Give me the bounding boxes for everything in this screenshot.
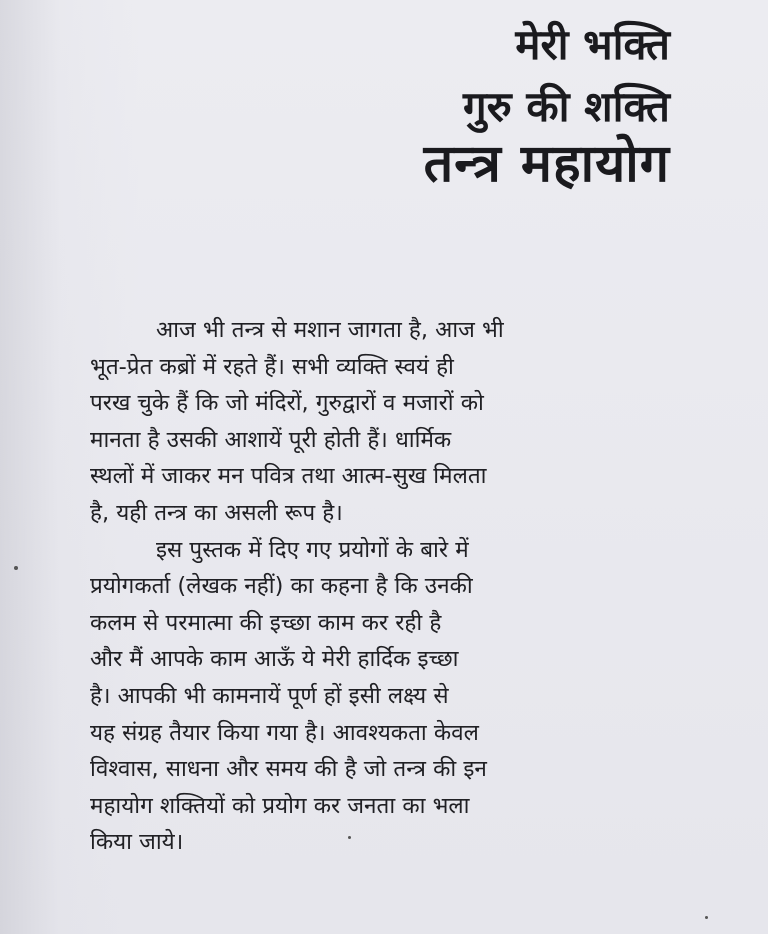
- text-line: भूत-प्रेत कब्रों में रहते हैं। सभी व्यक्ति स्वयं ही: [90, 353, 454, 380]
- text-line: महायोग शक्तियों को प्रयोग कर जनता का भला: [90, 792, 470, 819]
- text-line: प्रयोगकर्ता (लेखक नहीं) का कहना है कि उनकी: [90, 573, 473, 600]
- heading-block: [423, 18, 670, 194]
- text-line: है। आपकी भी कामनायें पूर्ण हों इसी लक्ष्य से: [90, 682, 449, 709]
- print-speck: [348, 836, 351, 839]
- text-line: और मैं आपके काम आऊँ ये मेरी हार्दिक इच्छा: [90, 646, 459, 673]
- text-line: मानता है उसकी आशायें पूरी होती हैं। धार्मिक: [90, 426, 452, 453]
- paragraph-1: [90, 312, 680, 532]
- print-speck: [14, 566, 18, 570]
- print-speck: [705, 916, 708, 919]
- text-line: कलम से परमात्मा की इच्छा काम कर रही है: [90, 609, 442, 636]
- text-line: आज भी तन्त्र से मशान जागता है, आज भी: [156, 317, 504, 343]
- text-line: विश्वास, साधना और समय की है जो तन्त्र की इन: [90, 756, 487, 783]
- heading-line-1: मेरी भक्ति: [515, 20, 670, 69]
- text-line: यह संग्रह तैयार किया गया है। आवश्यकता केवल: [90, 719, 479, 746]
- body-text: [90, 312, 680, 861]
- text-line: स्थलों में जाकर मन पवित्र तथा आत्म-सुख मिलता: [90, 463, 487, 490]
- text-line: है, यही तन्त्र का असली रूप है।: [90, 499, 343, 526]
- heading-line-2: गुरु की शक्ति: [462, 82, 670, 131]
- text-line: इस पुस्तक में दिए गए प्रयोगों के बारे में: [156, 536, 469, 563]
- heading-line-3: तन्त्र महायोग: [423, 134, 670, 194]
- text-line: किया जाये।: [90, 829, 184, 856]
- paragraph-2: [90, 532, 680, 861]
- text-line: परख चुके हैं कि जो मंदिरों, गुरुद्वारों व मजारों को: [90, 390, 484, 417]
